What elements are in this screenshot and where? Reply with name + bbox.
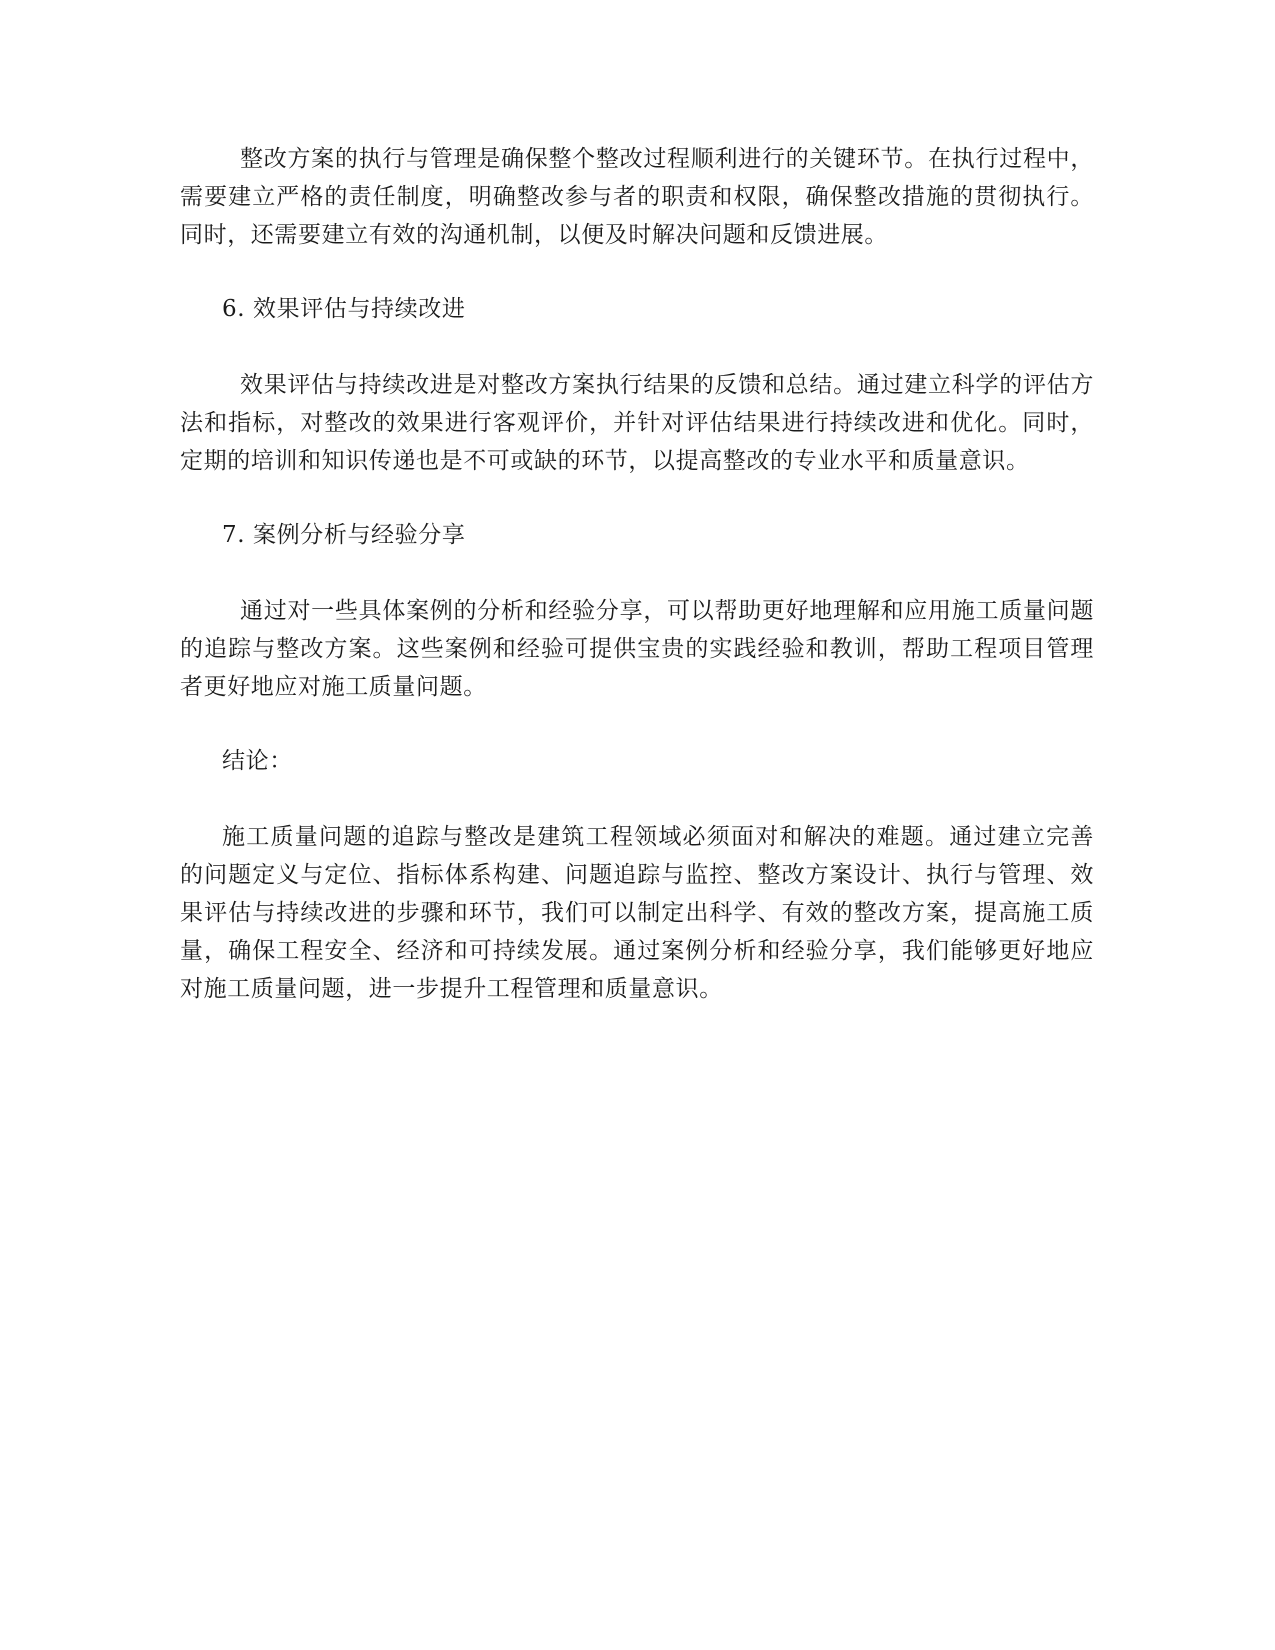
paragraph-evaluation: 效果评估与持续改进是对整改方案执行结果的反馈和总结。通过建立科学的评估方法和指标，对整改的效果进行客观评价，并针对评估结果进行持续改进和优化。同时，定期的培训和知识传递也是不可或缺的环节，以提高整改的专业水平和质量意识。 bbox=[180, 372, 1094, 474]
paragraph-case-analysis: 通过对一些具体案例的分析和经验分享，可以帮助更好地理解和应用施工质量问题的追踪与整改方案。这些案例和经验可提供宝贵的实践经验和教训，帮助工程项目管理者更好地应对施工质量问题。 bbox=[180, 598, 1094, 700]
conclusion-heading: 结论： bbox=[222, 748, 293, 774]
section-heading-7: 7. 案例分析与经验分享 bbox=[222, 522, 466, 548]
paragraph-execution-management: 整改方案的执行与管理是确保整个整改过程顺利进行的关键环节。在执行过程中，需要建立严格的责任制度，明确整改参与者的职责和权限，确保整改措施的贯彻执行。同时，还需要建立有效的沟通机制，以便及时解决问题和反馈进展。 bbox=[180, 146, 1094, 248]
section-heading-6: 6. 效果评估与持续改进 bbox=[222, 296, 466, 322]
paragraph-conclusion: 施工质量问题的追踪与整改是建筑工程领域必须面对和解决的难题。通过建立完善的问题定义与定位、指标体系构建、问题追踪与监控、整改方案设计、执行与管理、效果评估与持续改进的步骤和环节，我们可以制定出科学、有效的整改方案，提高施工质量，确保工程安全、经济和可持续发展。通过案例分析和经验分享，我们能够更好地应对施工质量问题，进一步提升工程管理和质量意识。 bbox=[180, 824, 1094, 1002]
document-page bbox=[180, 140, 1094, 1048]
